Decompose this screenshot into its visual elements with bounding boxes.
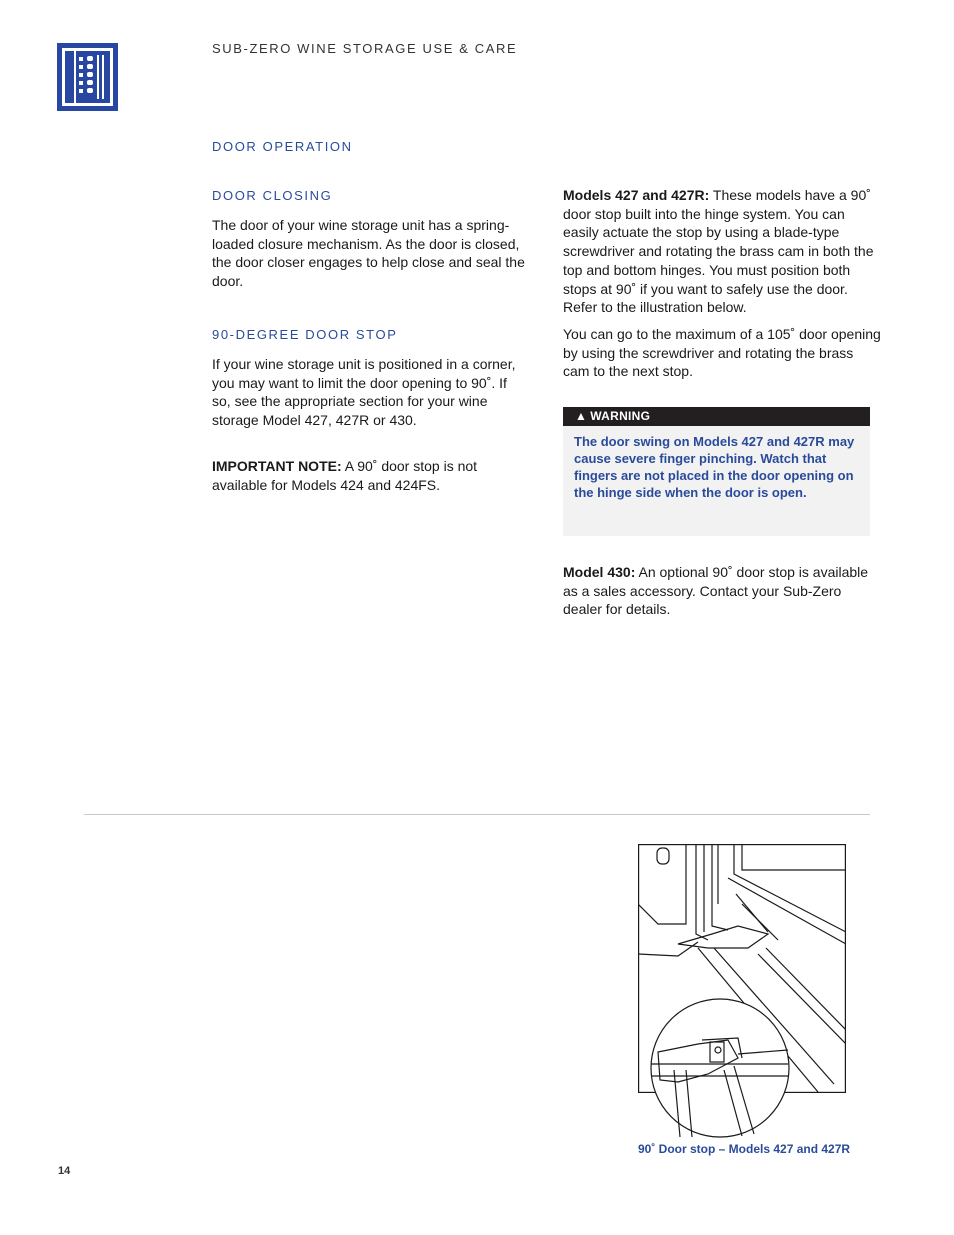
warning-label: WARNING — [590, 409, 651, 423]
warning-box — [563, 407, 870, 536]
section-title: DOOR OPERATION — [212, 139, 353, 154]
figure-caption: 90˚ Door stop – Models 427 and 427R — [638, 1142, 851, 1156]
important-note-text: A 90˚ door stop is not available for Models 424 and 424FS. — [212, 458, 478, 493]
model-430-paragraph — [563, 563, 873, 619]
model-430-text: An optional 90˚ door stop is available as a sales accessory. Contact your Sub-Zero dealer for details. — [563, 564, 869, 618]
running-header: SUB-ZERO WINE STORAGE USE & CARE — [212, 41, 518, 56]
warning-text: The door swing on Models 427 and 427R may cause severe finger pinching. Watch that fingers are not placed in the door opening on the hinge side when the door is open. — [574, 434, 855, 500]
page-number: 14 — [58, 1165, 71, 1177]
warning-bar — [563, 407, 870, 426]
model-430-label: Model 430: — [563, 564, 636, 580]
max-opening-paragraph: You can go to the maximum of a 105˚ door opening by using the screwdriver and rotating the brass cam to the next stop. — [563, 326, 881, 380]
important-note-label: IMPORTANT NOTE: — [212, 458, 342, 474]
models-427-paragraph — [563, 186, 881, 317]
door-closing-heading: DOOR CLOSING — [212, 188, 333, 203]
warning-triangle-icon: ▲ — [575, 409, 588, 423]
models-427-label: Models 427 and 427R: — [563, 187, 710, 203]
door-stop-heading: 90-DEGREE DOOR STOP — [212, 327, 398, 342]
models-427-text: These models have a 90˚ door stop built into the hinge system. You can easily actuate the stop by using a blade-type screwdriver and rotating the brass cam in both the top and bottom hinges. You must position both stops at 90˚ if you want to safely use the door. Refer to the illustration below. — [563, 187, 874, 316]
section-divider — [84, 814, 870, 815]
sub-zero-wine-logo-icon — [57, 43, 118, 111]
important-note-paragraph — [212, 457, 517, 494]
door-stop-paragraph: If your wine storage unit is positioned in a corner, you may want to limit the door opening to 90˚. If so, see the appropriate section for your wine storage Model 427, 427R or 430. — [212, 356, 516, 429]
door-closing-paragraph: The door of your wine storage unit has a spring-loaded closure mechanism. As the door is closed, the door closer engages to help close and seal the door. — [212, 217, 525, 290]
door-stop-hinge-illustration — [638, 844, 846, 1138]
